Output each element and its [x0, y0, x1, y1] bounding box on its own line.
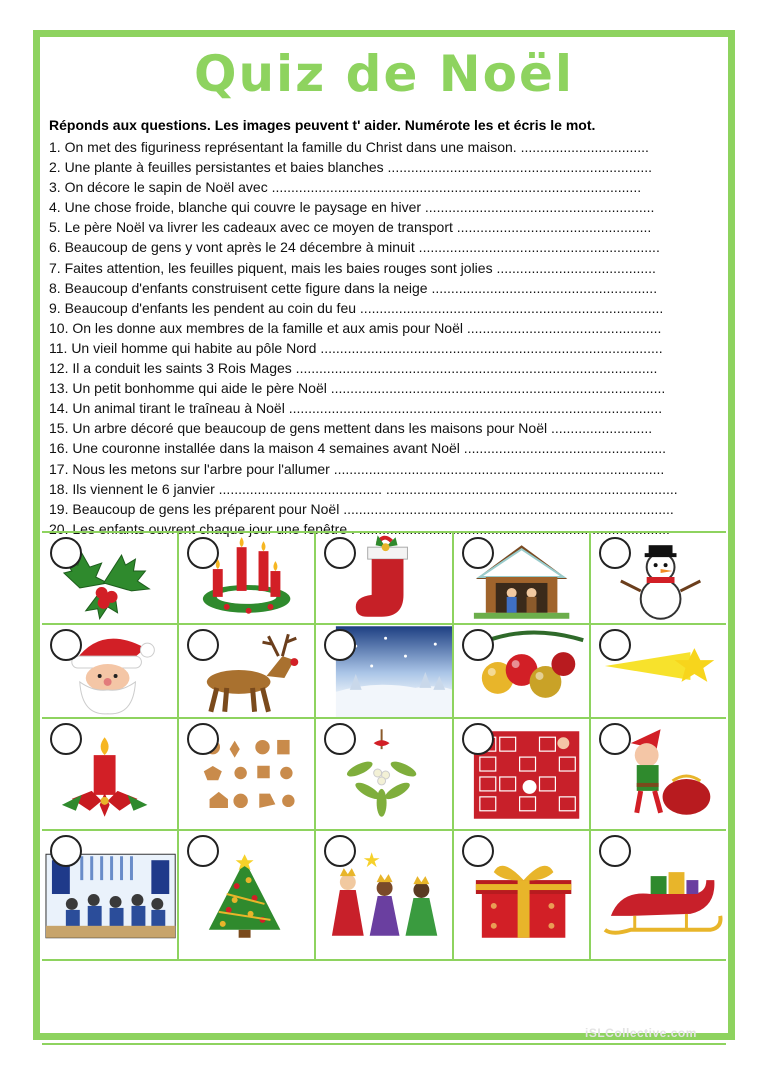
answer-number-circle[interactable]	[462, 629, 494, 661]
question-item: 15. Un arbre décoré que beaucoup de gens mettent dans les maisons pour Noël ..........................	[49, 420, 653, 437]
picture-cell	[316, 625, 453, 717]
answer-number-circle[interactable]	[599, 537, 631, 569]
question-item: 18. Ils viennent le 6 janvier .......................................... ...........................................................................	[49, 480, 678, 497]
question-item: 11. Un vieil homme qui habite au pôle Nord ........................................................................................	[49, 339, 663, 356]
question-item: 3. On décore le sapin de Noël avec ...............................................................................................	[49, 179, 642, 196]
question-list	[49, 137, 721, 539]
picture-cell	[42, 961, 178, 1043]
answer-number-circle[interactable]	[462, 537, 494, 569]
picture-cell	[454, 719, 591, 829]
picture-cell	[314, 961, 450, 1043]
picture-cell	[454, 533, 591, 623]
question-item: 2. Une plante à feuilles persistantes et baies blanches ....................................................................	[49, 159, 653, 176]
answer-number-circle[interactable]	[599, 723, 631, 755]
question-item: 4. Une chose froide, blanche qui couvre le paysage en hiver ...........................................................	[49, 199, 655, 216]
instructions: Réponds aux questions. Les images peuvent t' aider. Numérote les et écris le mot.	[49, 117, 596, 133]
picture-row	[42, 533, 726, 625]
picture-cell	[179, 831, 316, 959]
picture-cell	[42, 533, 179, 623]
question-item: 19. Beaucoup de gens les préparent pour Noël .....................................................................................	[49, 500, 674, 517]
answer-number-circle[interactable]	[462, 723, 494, 755]
picture-cell	[454, 831, 591, 959]
question-item: 5. Le père Noël va livrer les cadeaux avec ce moyen de transport ..................................................	[49, 219, 652, 236]
picture-cell	[591, 831, 726, 959]
question-item: 16. Une couronne installée dans la maison 4 semaines avant Noël ....................................................	[49, 440, 667, 457]
watermark: iSLCollective.com	[585, 1026, 697, 1040]
question-item: 12. Il a conduit les saints 3 Rois Mages .............................................................................................	[49, 360, 658, 377]
answer-number-circle[interactable]	[50, 537, 82, 569]
picture-cell	[178, 961, 314, 1043]
answer-number-circle[interactable]	[187, 835, 219, 867]
question-item: 10. On les donne aux membres de la famille et aux amis pour Noël ..................................................	[49, 319, 662, 336]
picture-cell	[179, 533, 316, 623]
picture-cell	[454, 625, 591, 717]
answer-number-circle[interactable]	[187, 629, 219, 661]
question-item: 8. Beaucoup d'enfants construisent cette figure dans la neige ..........................................................	[49, 279, 658, 296]
picture-cell	[591, 719, 726, 829]
question-item: 14. Un animal tirant le traîneau à Noël ................................................................................................	[49, 400, 663, 417]
picture-cell	[316, 533, 453, 623]
answer-number-circle[interactable]	[50, 723, 82, 755]
answer-number-circle[interactable]	[599, 629, 631, 661]
question-item: 7. Faites attention, les feuilles piquent, mais les baies rouges sont jolies .........................................	[49, 259, 656, 276]
question-item: 1. On met des figuriness représentant la famille du Christ dans une maison. .................................	[49, 139, 649, 155]
question-item: 17. Nous les metons sur l'arbre pour l'allumer .....................................................................................	[49, 460, 665, 477]
question-item: 20. Les enfants ouvrent chaque jour une fenêtre . ................................................................................	[49, 520, 670, 537]
picture-cell	[179, 625, 316, 717]
question-item: 13. Un petit bonhomme qui aide le père Noël ......................................................................................	[49, 380, 666, 397]
question-item: 9. Beaucoup d'enfants les pendent au coin du feu ..............................................................................	[49, 299, 664, 316]
question-item: 6. Beaucoup de gens y vont après le 24 décembre à minuit ..............................................................	[49, 239, 660, 256]
picture-cell	[591, 625, 726, 717]
picture-cell	[179, 719, 316, 829]
answer-number-circle[interactable]	[462, 835, 494, 867]
picture-row	[42, 719, 726, 831]
picture-row	[42, 625, 726, 719]
picture-cell	[591, 533, 726, 623]
answer-number-circle[interactable]	[50, 835, 82, 867]
picture-cell	[42, 719, 179, 829]
answer-number-circle[interactable]	[187, 723, 219, 755]
answer-number-circle[interactable]	[50, 629, 82, 661]
worksheet-frame	[33, 30, 735, 1040]
picture-cell	[42, 831, 179, 959]
page-title: Quiz de Noël	[193, 45, 575, 103]
picture-cell	[316, 831, 453, 959]
picture-row	[42, 831, 726, 961]
answer-number-circle[interactable]	[599, 835, 631, 867]
picture-cell	[450, 961, 586, 1043]
answer-number-circle[interactable]	[187, 537, 219, 569]
picture-cell	[42, 625, 179, 717]
picture-grid	[42, 531, 726, 1045]
picture-cell	[316, 719, 453, 829]
